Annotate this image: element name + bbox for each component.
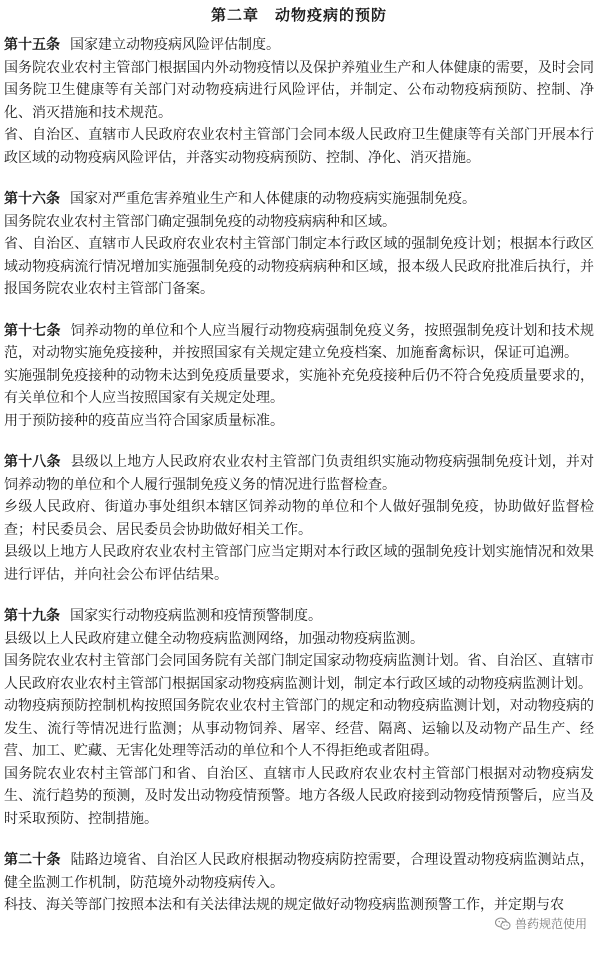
article-text: 饲养动物的单位和个人应当履行动物疫病强制免疫义务，按照强制免疫计划和技术规范，对动物实施免疫接种，并按照国家有关规定建立免疫档案、加施畜禽标识，保证可追溯。 — [4, 322, 595, 361]
article-paragraph — [4, 365, 594, 410]
article-text: 国务院农业农村主管部门确定强制免疫的动物疫病病种和区域。 — [4, 213, 396, 230]
article — [4, 451, 594, 586]
article-paragraph — [4, 451, 594, 496]
article-text: 国务院农业农村主管部门会同国务院有关部门制定国家动物疫病监测计划。省、自治区、直辖市人民政府农业农村主管部门根据国家动物疫病监测计划，制定本行政区域的动物疫病监测计划。 — [4, 653, 594, 692]
article — [4, 34, 594, 169]
article — [4, 849, 594, 917]
article-text: 县级以上人民政府建立健全动物疫病监测网络，加强动物疫病监测。 — [4, 630, 424, 647]
article-paragraph — [4, 541, 594, 586]
article-text: 国务院农业农村主管部门和省、自治区、直辖市人民政府农业农村主管部门根据对动物疫病发生、流行趋势的预测，及时发出动物疫情预警。地方各级人民政府接到动物疫情预警后，应当及时采取预防、控制措施。 — [4, 765, 594, 827]
article-text: 省、自治区、直辖市人民政府农业农村主管部门制定本行政区域的强制免疫计划；根据本行政区域动物疫病流行情况增加实施强制免疫的动物疫病病种和区域，报本级人民政府批准后执行，并报国务院农业农村主管部门备案。 — [4, 236, 594, 297]
article-paragraph — [4, 695, 594, 763]
article-text: 乡级人民政府、街道办事处组织本辖区饲养动物的单位和个人做好强制免疫，协助做好监督检查；村民委员会、居民委员会协助做好相关工作。 — [4, 499, 594, 538]
article-number: 第十六条 — [4, 191, 60, 207]
article-number: 第十七条 — [4, 322, 61, 339]
article-paragraph — [4, 605, 594, 628]
article-text: 国家建立动物疫病风险评估制度。 — [70, 37, 280, 53]
article-paragraph — [4, 650, 594, 695]
article — [4, 320, 594, 433]
article-paragraph — [4, 124, 594, 169]
article-paragraph — [4, 34, 594, 57]
chapter-title: 第二章 动物疫病的预防 — [210, 6, 387, 24]
article-paragraph — [4, 628, 594, 651]
article-text: 科技、海关等部门按照本法和有关法律法规的规定做好动物疫病监测预警工作，并定期与农 — [4, 897, 564, 913]
article-text: 国家实行动物疫病监测和疫情预警制度。 — [70, 608, 322, 624]
article-text: 省、自治区、直辖市人民政府农业农村主管部门会同本级人民政府卫生健康等有关部门开展本行政区域的动物疫病风险评估，并落实动物疫病预防、控制、净化、消灭措施。 — [4, 127, 594, 166]
article — [4, 188, 594, 301]
article-paragraph — [4, 763, 594, 831]
watermark-text: 兽药规范使用 — [514, 917, 587, 931]
article-text: 国家对严重危害养殖业生产和人体健康的动物疫病实施强制免疫。 — [70, 191, 476, 207]
article-paragraph — [4, 849, 594, 894]
article — [4, 605, 594, 830]
article-text: 用于预防接种的疫苗应当符合国家质量标准。 — [4, 412, 284, 429]
article-paragraph — [4, 410, 594, 433]
article-number: 第十八条 — [4, 454, 61, 470]
article-number: 第十五条 — [4, 37, 60, 53]
article-number: 第二十条 — [4, 852, 61, 868]
article-text: 县级以上地方人民政府农业农村主管部门应当定期对本行政区域的强制免疫计划实施情况和效果进行评估，并向社会公布评估结果。 — [4, 544, 594, 583]
article-paragraph — [4, 57, 594, 125]
article-paragraph — [4, 211, 594, 234]
article-paragraph — [4, 188, 594, 211]
article-paragraph — [4, 233, 594, 301]
article-paragraph — [4, 496, 594, 541]
article-paragraph — [4, 320, 594, 365]
article-list — [4, 34, 594, 917]
article-text: 县级以上地方人民政府农业农村主管部门负责组织实施动物疫病强制免疫计划，并对饲养动物的单位和个人履行强制免疫义务的情况进行监督检查。 — [4, 454, 595, 493]
watermark — [492, 914, 590, 933]
article-text: 动物疫病预防控制机构按照国务院农业农村主管部门的规定和动物疫病监测计划，对动物疫病的发生、流行等情况进行监测；从事动物饲养、屠宰、经营、隔离、运输以及动物产品生产、经营、加工、贮藏、无害化处理等活动的单位和个人不得拒绝或者阻碍。 — [4, 698, 594, 759]
article-number: 第十九条 — [4, 608, 60, 624]
article-text: 国务院农业农村主管部门根据国内外动物疫情以及保护养殖业生产和人体健康的需要，及时会同国务院卫生健康等有关部门对动物疫病进行风险评估，并制定、公布动物疫病预防、控制、净化、消灭措施和技术规范。 — [4, 59, 594, 121]
article-text: 实施强制免疫接种的动物未达到免疫质量要求，实施补充免疫接种后仍不符合免疫质量要求的，有关单位和个人应当按照国家有关规定处理。 — [4, 367, 594, 406]
wechat-icon — [495, 917, 511, 931]
article-text: 陆路边境省、自治区人民政府根据动物疫病防控需要，合理设置动物疫病监测站点，健全监测工作机制，防范境外动物疫病传入。 — [4, 852, 595, 891]
